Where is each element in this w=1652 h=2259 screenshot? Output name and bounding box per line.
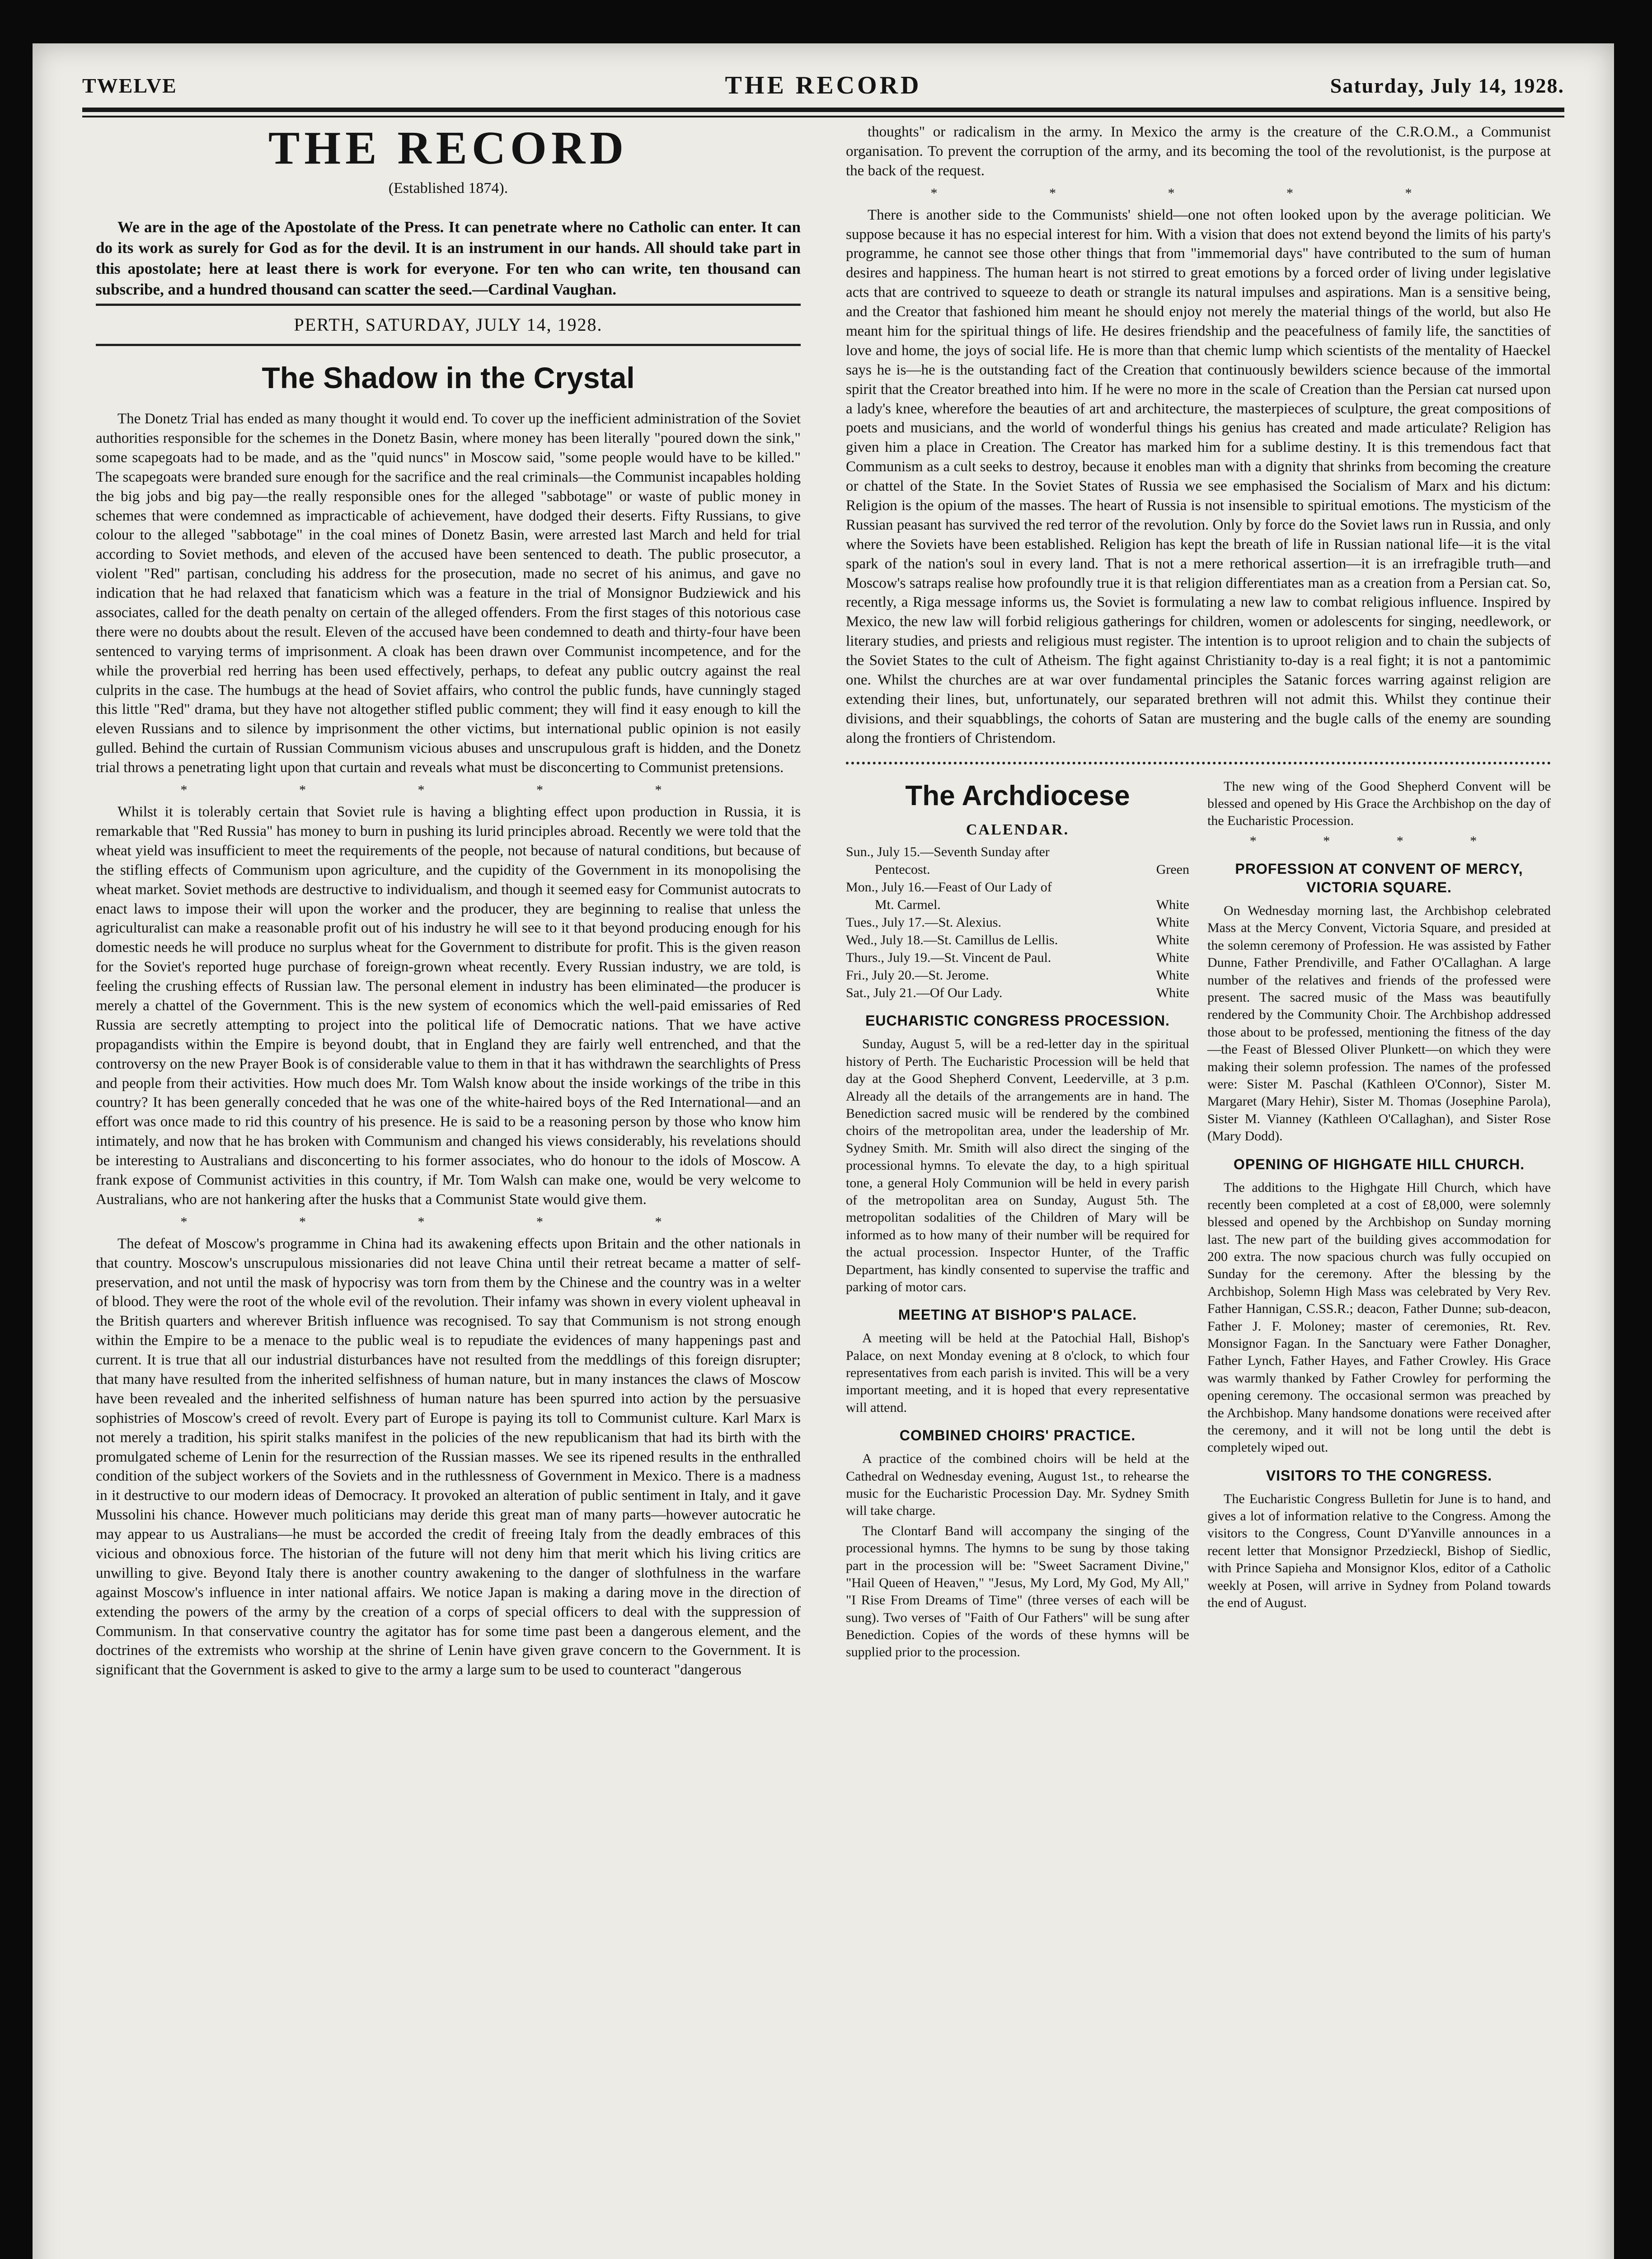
- highgate-text: The additions to the Highgate Hill Church, which have recently been completed at a cost of £8,000, were solemnly blessed and opened by the Archbishop on Sunday morning last. The new part of the building gives accommodation for 200 extra. The now spacious church was fully occupied on Sunday for the ceremony. After the blessing by the Archbishop, Solemn High Mass was celebrated by Very Rev. Father Hannigan, C.SS.R.; deacon, Father Dunne; sub-deacon, Father J. F. Moloney; master of ceremonies, Rt. Rev. Monsignor Fagan. In the Sanctuary were Father Donagher, Father Lynch, Father Hayes, and Father Crowley. His Grace was warmly thanked by Father Crowley for performing the opening ceremony. The occasional sermon was preached by the Archbishop. Many handsome donations were received after the ceremony, and it will not be long until the debt is completely wiped out.: [1207, 1180, 1551, 1455]
- profession-text: On Wednesday morning last, the Archbishop celebrated Mass at the Mercy Convent, Victoria Square, and presided at the solemn ceremony of Profession. He was assisted by Father Dunne, Father Prendiville, and Father O'Callaghan. A large number of the relatives and friends of the professed were present. The sacred music of the Mass was beautifully rendered by the Community Choir. The Archbishop addressed those about to be professed, mentioning the fitness of the day—the Feast of Blessed Oliver Plunkett—on which they were making their solemn profession. The names of the professed were: Sister M. Paschal (Kathleen O'Connor), Sister M. Margaret (Mary Hehir), Sister M. Thomas (Josephine Parola), Sister M. Vianney (Kathleen O'Callaghan), and Sister Rose (Mary Dodd).: [1207, 903, 1551, 1144]
- editorial-title: The Shadow in the Crystal: [262, 361, 635, 395]
- profession-heading: PROFESSION AT CONVENT OF MERCY, VICTORIA SQUARE.: [1235, 861, 1523, 896]
- liturgical-colour: White: [1156, 915, 1189, 930]
- editorial-paragraph: Whilst it is tolerably certain that Soviet rule is having a blighting effect upon production in Russia, it is remarkable that "Red Russia" has money to burn in pushing its lurid principles abroad. Recently we were told that the wheat yield was insufficient to meet the requirements of the people, not because of natural conditions, but because of the stifling effects of Communism upon agriculture, and the cupidity of the Government in its monopolising the wheat market. Soviet methods are destructive to individualism, and though it seemed easy for Communist autocrats to enact laws to impose their will upon the worker and the producer, they are beginning to realise that unless the agriculturalist can make a reasonable profit out of his industry he will see to it that beyond producing enough for his domestic needs he will produce no surplus wheat for the Government to distribute for profit. This is the given reason for the Soviet's reported huge purchase of foreign-grown wheat recently. Every Russian industry, we are told, is feeling the crushing effects of Russian law. The personal element in industry has been eliminated—the producer is merely a chattel of the Government. This is the new system of economics which the well-paid emissaries of Red Russia are secretly attempting to project into the political life of Democratic nations. That we have active propagandists within the Empire is beyond doubt, that in England they are fairly well entrenched, and that the controversy on the new Prayer Book is of considerable value to them in that it has withdrawn the searchlights of Press and people from their activities. How much does Mr. Tom Walsh know about the inside workings of the tribe in this country? It has been generally conceded that he was one of the white-haired boys of the Red International—and an effort was once made to rid this country of his presence. He is said to be a reasoning person by those who know him intimately, and now that he has broken with Communism and changed his views considerably, his revelations should be interesting to Australians and disconcerting to his former associates, who do honour to the idols of Moscow. A frank expose of Communist activities in this country, if Mr. Tom Walsh can make one, would be very welcome to Australians, who are not hankering after the husks that a Communist State would give them.: [96, 804, 801, 1208]
- calendar-entry: [846, 878, 1189, 914]
- calendar-day: Sat., July 21.—Of Our Lady.: [846, 985, 1003, 1001]
- calendar-entry: [846, 843, 1189, 878]
- liturgical-colour: White: [1156, 933, 1189, 948]
- page-label: TWELVE: [82, 74, 177, 97]
- liturgical-colour: White: [1156, 968, 1189, 983]
- stars-separator: * * * * *: [930, 185, 1466, 201]
- calendar-feast: Mt. Carmel.: [875, 897, 941, 913]
- calendar-title: CALENDAR.: [966, 821, 1070, 838]
- calendar-entry: [846, 984, 1189, 1002]
- calendar-day: Sun., July 15.—Seventh Sunday after: [846, 844, 1050, 860]
- masthead-motto: We are in the age of the Apostolate of the Press. It can penetrate where no Catholic can enter. It can do its work as surely for God as for the devil. It is an instrument in our hands. All should take part in this apostolate; here at least there is work for everyone. For ten who can write, ten thousand can subscribe, and a hundred thousand can scatter the seed.—Cardinal Vaughan.: [96, 218, 801, 299]
- visitors-text: The Eucharistic Congress Bulletin for June is to hand, and gives a lot of information relative to the Congress. Among the visitors to the Congress, Count D'Yanville announces in a recent letter that Monsignor Przedzieckl, Bishop of Siedlic, with Prince Sapieha and Monsignor Klos, editor of a Catholic weekly at Posen, will arrive in Sydney from Poland towards the end of August.: [1207, 1491, 1551, 1611]
- archdiocese-title: The Archdiocese: [905, 780, 1130, 811]
- calendar-day: Thurs., July 19.—St. Vincent de Paul.: [846, 950, 1051, 965]
- meeting-heading: MEETING AT BISHOP'S PALACE.: [898, 1307, 1137, 1323]
- stars-separator: * * * * *: [180, 1214, 716, 1229]
- procession-heading: EUCHARISTIC CONGRESS PROCESSION.: [865, 1012, 1170, 1029]
- calendar-entry: [846, 931, 1189, 949]
- liturgical-colour: White: [1156, 985, 1189, 1001]
- calendar-day: Fri., July 20.—St. Jerome.: [846, 968, 989, 983]
- liturgical-colour: Green: [1156, 862, 1189, 877]
- masthead-title: THE RECORD: [268, 122, 629, 174]
- choirs-text: The Clontarf Band will accompany the singing of the processional hymns. The hymns to be sung by those taking part in the procession will be: "Sweet Sacrament Divine," "Hail Queen of Heaven," "Jesus, My Lord, My God, My All," "I Rise From Dreams of Time" (three verses of each will be sung). Two verses of "Faith of Our Fathers" will be sung after Benediction. Copies of the words of these hymns will be supplied prior to the procession.: [846, 1523, 1189, 1660]
- editorial-continued: There is another side to the Communists' shield—one not often looked upon by the average politician. We suppose because it has no especial interest for him. With a vision that does not extend beyond the limits of his party's programme, he cannot see those other things that from "immemorial days" have contributed to the sum of human desires and happiness. The human heart is not stirred to great emotions by a forced order of living under legislative acts that are contrived to squeeze to death or strangle its natural impulses and aspirations. Man is a sensitive being, and the Creator that fashioned him meant he should enjoy not merely the material things of the world, but also He meant him for the spiritual things of life. He desires friendship and the peacefulness of family life, the sanctities of love and home, the joys of social life. He is more than that chemic lump which scientists of the mentality of Haeckel says he is—he is the outstanding fact of the Creation that continuously bewilders science because of the immortal spirit that the Creator breathed into him. If he were no more in the scale of Creation than the Persian cat nursed upon a lady's knee, wherefore the beauties of art and architecture, the masterpieces of sculpture, the great compositions of poets and musicians, and the world of wonderful things his genius has created and made articulate? Religion has given him a place in Creation. The Creator has marked him for a sublime destiny. It is this tremendous fact that Communism as a cult seeks to destroy, because it enobles man with a dignity that shrinks from becoming the creature or chattel of the State. In the Soviet States of Russia we see emphasised the Socialism of Marx and his dictum: Religion is the opium of the masses. The heart of Russia is not insensible to spiritual emotions. The mysticism of the Russian peasant has survived the red terror of the revolution. Only by force do the Soviet laws run in Russia, and only where the Soviets have been established. Religion has kept the breath of life in Russian national life—it is the vital spark of the nation's soul in every land. That is not a mere rethorical assertion—it is an irrefragible truth—and Moscow's satraps realise how profoundly true it is that religion differentiates man as a creation from a Persian cat. So, recently, a Riga message informs us, the Soviet is formulating a new law to combat religious influence. Inspired by Mexico, the new law will forbid religious gatherings for children, women or adolescents for singing, needlework, or literary studies, and priests and religious must register. The intention is to uproot religion and to chain the subjects of the Soviet States to the cult of Atheism. The fight against Christianity to-day is a real fight; it is not a pantomimic one. Whilst the churches are at war over fundamental principles the Satanic forces warring against religion are extending their lines, but, unfortunately, our separated brethren will not admit this. Whilst they continue their divisions, and their squabblings, the cohorts of Satan are mustering and the bugle calls of the enemy are sounding along the frontiers of Christendom.: [846, 206, 1551, 746]
- calendar-feast: Pentecost.: [875, 862, 930, 877]
- issue-date: Saturday, July 14, 1928.: [1330, 74, 1564, 97]
- procession-text: Sunday, August 5, will be a red-letter day in the spiritual history of Perth. The Eucharistic Procession will be held that day at the Good Shepherd Convent, Leederville, at 3 p.m. Already all the details of the arrangements are in hand. The Benediction sacred music will be rendered by the combined choirs of the metropolitan area, under the leadership of Mr. Sydney Smith. Mr. Smith will also direct the singing of the processional hymns. To elevate the day, to a high spiritual tone, a general Holy Communion will be held in every parish of the metropolitan area on Sunday, August 5th. The metropolitan sodalities of the Children of Mary will be informed as to how many of their number will be required for the actual procession. Inspector Hunter, of the Traffic Department, has kindly consented to supervise the traffic and parking of motor cars.: [846, 1036, 1189, 1294]
- archdiocese-right: [1207, 778, 1551, 1664]
- calendar-day: Tues., July 17.—St. Alexius.: [846, 915, 1001, 930]
- section-divider: [846, 762, 1551, 764]
- dateline: PERTH, SATURDAY, JULY 14, 1928.: [96, 304, 801, 346]
- meeting-text: A meeting will be held at the Patochial Hall, Bishop's Palace, on next Monday evening at 8 o'clock, to which four representatives from each parish is invited. This will be a very important meeting, and it is hoped that every representative will attend.: [846, 1331, 1189, 1415]
- calendar-entry: [846, 966, 1189, 984]
- header-rule: [82, 108, 1564, 117]
- calendar-entry: [846, 949, 1189, 966]
- stars-separator: * * * *: [1249, 833, 1509, 848]
- left-column: [96, 122, 801, 1683]
- editorial-continued: thoughts" or radicalism in the army. In Mexico the army is the creature of the C.R.O.M., a Communist organisation. To prevent the corruption of the army, and its becoming the tool of the revolutionist, is the purpose at the back of the request.: [846, 124, 1551, 179]
- editorial-paragraph: The Donetz Trial has ended as many thought it would end. To cover up the inefficient administration of the Soviet authorities responsible for the schemes in the Donetz Basin, where money has been literally "poured down the sink," some scapegoats had to be made, and as the "quid nuncs" in Moscow said, "some people would have to be killed." The scapegoats were branded sure enough for the sacrifice and the real criminals—the Communist incapables holding the big jobs and big pay—the really responsible ones for the alleged "sabbotage" or waste of public money in schemes that were condemned as impracticable of achievement, have dodged their deserts. Fifty Russians, to give colour to the alleged "sabbotage" in the coal mines of Donetz Basin, were arrested last March and held for trial according to Soviet methods, and eleven of the accused have been sentenced to death. The public prosecutor, a violent "Red" partisan, concluding his address for the prosecution, made no secret of his animus, and gave no indication that he had relaxed that fanaticism which was a feature in the trial of Monsignor Budziewick and his associates, called for the death penalty on certain of the alleged offenders. From the first stages of this notorious case there were no doubts about the result. Eleven of the accused have been condemned to death and thirty-four have been sentenced to varying terms of imprisonment. A cloak has been drawn over Communist incompetence, and for the while the proverbial red herring has been used effectively, perhaps, to defeat any public outcry against the real culprits in the case. The humbugs at the head of Soviet affairs, who control the public funds, have cunningly staged this little "Red" drama, but they have not altogether stifled public comment; they will find it easy enough to kill the eleven Russians and to silence by imprisonment the other victims, but international public opinion is not easily gulled. Behind the curtain of Russian Communism vicious abuses and unscrupulous graft is hidden, and the Donetz trial throws a penetrating light upon that curtain and reveals what must be disconcerting to Communist pretensions.: [96, 411, 801, 776]
- masthead-established: (Established 1874).: [388, 180, 508, 197]
- stars-separator: * * * * *: [180, 783, 716, 798]
- archdiocese-left: [846, 778, 1189, 1664]
- choirs-text: A practice of the combined choirs will be held at the Cathedral on Wednesday evening, August 1st., to rehearse the music for the Eucharistic Procession Day. Mr. Sydney Smith will take charge.: [846, 1451, 1189, 1518]
- calendar-day: Wed., July 18.—St. Camillus de Lellis.: [846, 933, 1058, 948]
- paper-name: THE RECORD: [725, 71, 922, 99]
- calendar-day: Mon., July 16.—Feast of Our Lady of: [846, 880, 1052, 895]
- right-column: [846, 122, 1551, 1664]
- visitors-heading: VISITORS TO THE CONGRESS.: [1266, 1467, 1492, 1484]
- highgate-heading: OPENING OF HIGHGATE HILL CHURCH.: [1233, 1156, 1525, 1172]
- liturgical-colour: White: [1156, 897, 1189, 913]
- liturgical-colour: White: [1156, 950, 1189, 965]
- good-shepherd-text: The new wing of the Good Shepherd Convent will be blessed and opened by His Grace the Archbishop on the day of the Eucharistic Procession.: [1207, 778, 1551, 829]
- choirs-heading: COMBINED CHOIRS' PRACTICE.: [899, 1427, 1136, 1444]
- calendar-entry: [846, 914, 1189, 931]
- archdiocese-section: [846, 778, 1551, 1664]
- page-header: [82, 65, 1564, 106]
- editorial-paragraph: The defeat of Moscow's programme in China had its awakening effects upon Britain and the other nationals in that country. Moscow's unscrupulous missionaries did not leave China until their retreat became a matter of self-preservation, and not until the mask of hypocrisy was torn from them by the Chinese and the country was in a welter of blood. They were the root of the whole evil of the revolution. Their infamy was shown in every violent upheaval in the British quarters and wherever British influence was recognised. To say that Communism is not strong enough within the Empire to be a menace to the public weal is to repudiate the evidences of many happenings past and current. It is true that all our industrial disturbances have not resulted from the meddlings of this foreign disrupter; that many have resulted from the inherited selfishness of human nature, but in many instances the claws of Moscow have been revealed and the inherited selfishness of human nature has been spurred into action by the persuasive sophistries of Moscow's creed of revolt. Every part of Europe is paying its toll to Communist culture. Karl Marx is not merely a tradition, his spirit stalks manifest in the policies of the new republicanism that had its birth with the promulgated scheme of Lenin for the resurrection of the Russian masses. We see its ripened results in the enthralled condition of the subject workers of the Soviets and in the ruthlessness of Government in Mexico. There is a madness in it destructive to our modern ideas of Democracy. It provoked an alteration of public sentiment in Italy, and it gave Mussolini his chance. However much politicians may deride this great man of many parts—however autocratic he may appear to us Australians—he must be accorded the credit of freeing Italy from the deadly embraces of this vicious and obnoxious force. The historian of the future will not deny him that merit which his living critics are unwilling to give. Beyond Italy there is another country awakening to the danger of slothfulness in the warfare against Moscow's influence in inter national affairs. We notice Japan is making a daring move in the direction of extending the powers of the army by the creation of a corps of special officers to deal with the suppression of Communism. In that conservative country the agitator has for some time past been a dangerous element, and the doctrines of the extremists who worship at the shrine of Lenin have given grave concern to the Government. It is significant that the Government is asked to give to the army a large sum to be used to counteract "dangerous: [96, 1235, 801, 1678]
- newspaper-page: [33, 43, 1614, 2259]
